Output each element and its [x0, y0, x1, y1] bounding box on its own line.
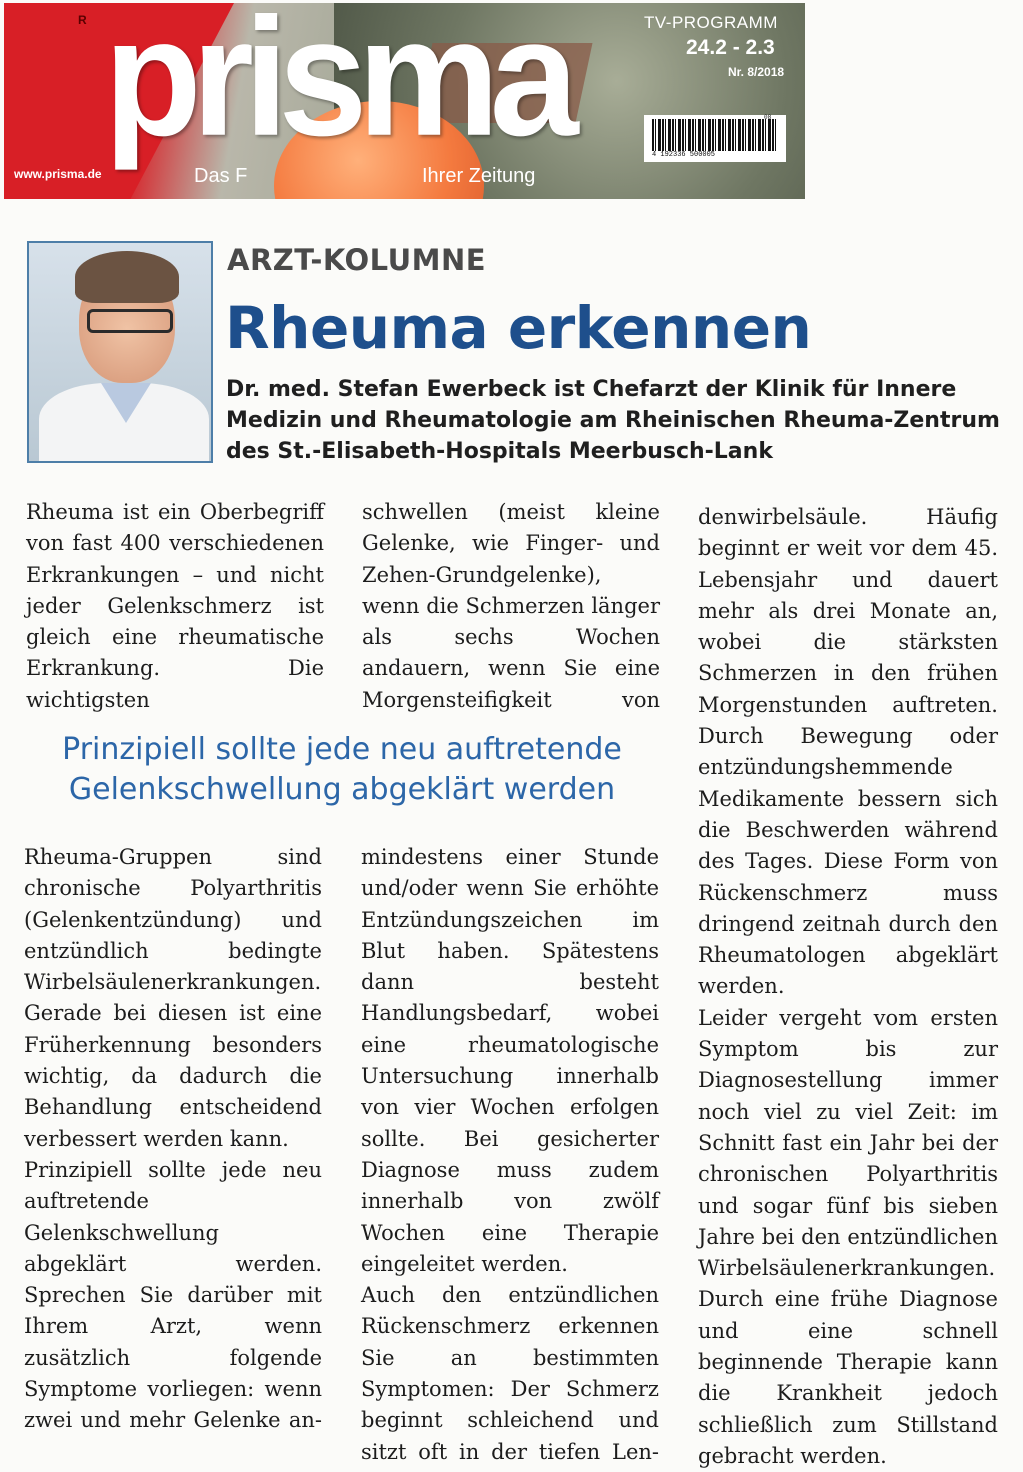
paragraph: Auch den entzündlichen Rückenschmerz erkennen Sie an bestimmten Symptomen: Der Schmerz beginnt schleichend und sitzt oft in der tiefen Len-: [361, 1283, 659, 1464]
prisma-logo: prisma: [104, 3, 569, 171]
portrait-glasses: [87, 309, 173, 333]
tv-program-label: TV-PROGRAMM: [644, 13, 778, 32]
column-kicker: ARZT-KOLUMNE: [227, 243, 487, 277]
column-1-bottom: [24, 842, 322, 1437]
article-headline: Rheuma erkennen: [225, 294, 812, 362]
author-portrait: [27, 241, 213, 463]
paragraph: schwellen (meist kleine Gelenke, wie Finger- und Zehen-Grundgelenke), wenn die Schmerzen länger als sechs Wochen andauern, wenn Sie eine Morgensteifigkeit von: [362, 500, 660, 712]
column-2-top: [362, 497, 660, 716]
paragraph: Leider vergeht vom ersten Symptom bis zur Diagnosestellung immer noch viel zu viel Zeit: im Schnitt fast ein Jahr bei der chronischen Polyarthritis und sogar fünf bis sieben Jahre bei den entzündlichen Wirbelsäulenerkrankungen. Durch eine frühe Diagnose und eine schnell beginnende Therapie kann die Krankheit jedoch schließlich zum Stillstand gebracht werden.: [698, 1005, 998, 1468]
paragraph: denwirbelsäule. Häufig beginnt er weit vor dem 45. Lebensjahr und dauert mehr als drei Monate an, wobei die stärksten Schmerzen in den frühen Morgenstunden auftreten. Durch Bewegung oder entzündungshemmende Medikamente bessern sich die Beschwerden während des Tages. Diese Form von Rückenschmerz muss dringend zeitnah durch den Rheumatologen abgeklärt werden.: [698, 505, 998, 999]
barcode: [644, 115, 786, 162]
barcode-bars: [652, 119, 778, 151]
paragraph: Rheuma-Gruppen sind chronische Polyarthritis (Gelenkentzündung) und entzündlich bedingte Wirbelsäulenerkrankungen. Gerade bei diesen ist eine Früherkennung besonders wichtig, da dadurch die Behandlung entscheidend verbessert werden kann.: [24, 845, 322, 1151]
masthead-url: www.prisma.de: [14, 167, 102, 181]
paragraph: mindestens einer Stunde und/oder wenn Sie erhöhte Entzündungszeichen im Blut haben. Spätestens dann besteht Handlungsbedarf, wobei eine rheumatologische Untersuchung innerhalb von vier Wochen erfolgen sollte. Bei gesicherter Diagnose muss zudem innerhalb von zwölf Wochen eine Therapie eingeleitet werden.: [361, 845, 659, 1276]
column-3: [698, 502, 998, 1472]
author-byline: Dr. med. Stefan Ewerbeck ist Chefarzt der Klinik für Innere Medizin und Rheumatologie am Rheinischen Rheuma-Zentrum des St.-Elisabeth-Hospitals Meerbusch-Lank: [226, 377, 1000, 464]
registered-mark: R: [78, 13, 87, 27]
column-2-bottom: [361, 842, 659, 1468]
masthead-tagline-end: Ihrer Zeitung: [422, 165, 536, 187]
paragraph: Rheuma ist ein Oberbegriff von fast 400 verschiedenen Erkrankungen – und nicht jeder Gelenkschmerz ist gleich eine rheumatische Erkrankung. Die wichtigsten: [26, 500, 324, 712]
issue-date-range: 24.2 - 2.3: [686, 36, 775, 59]
barcode-addon: 08: [764, 114, 772, 121]
masthead-tagline-start: Das F: [194, 165, 248, 187]
portrait-hair: [75, 251, 179, 303]
pull-quote: Prinzipiell sollte jede neu auftretende Gelenkschwellung abgeklärt werden: [62, 732, 622, 807]
barcode-number: 4 192336 500005: [652, 151, 716, 159]
column-1-top: [26, 497, 324, 716]
issue-number: Nr. 8/2018: [728, 65, 785, 79]
paragraph: Prinzipiell sollte jede neu auftretende Gelenkschwellung abgeklärt werden. Sprechen Sie darüber mit Ihrem Arzt, wenn zusätzlich folgende Symptome vorliegen: wenn zwei und mehr Gelenke an-: [24, 1157, 322, 1433]
masthead: [4, 3, 805, 199]
